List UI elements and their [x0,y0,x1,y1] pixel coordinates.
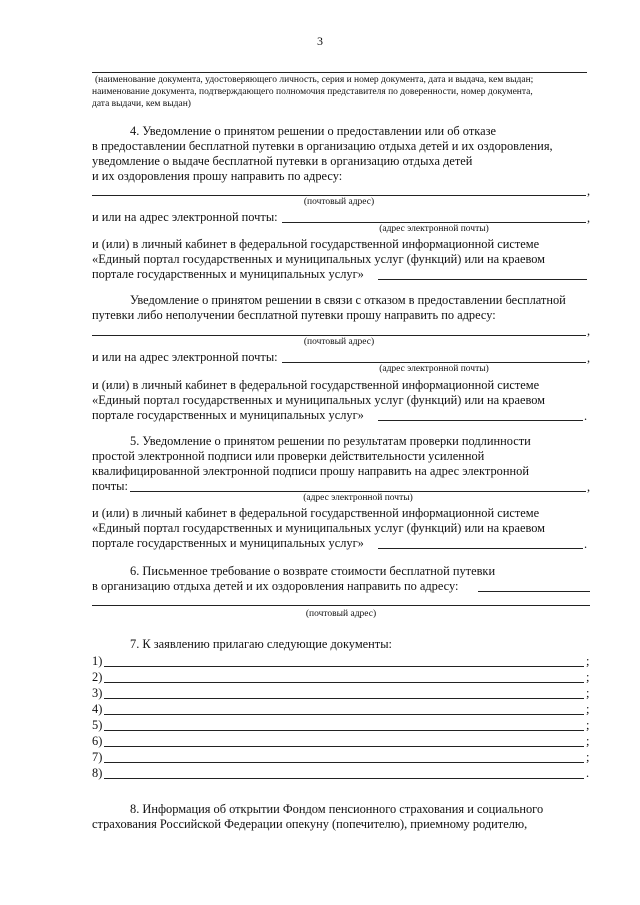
refusal-email-label: и или на адрес электронной почты: [92,350,278,364]
attachment-field-2[interactable] [104,670,584,683]
attachment-end: ; [586,702,590,716]
section5-cabinet-line-3: портале государственных и муниципальных услуг» [92,536,364,550]
refusal-email-caption: (адрес электронной почты) [379,364,489,374]
top-caption-line-3: дата выдачи, кем выдан) [92,99,191,109]
attachment-end: ; [586,670,590,684]
refusal-postal-address-field[interactable] [92,323,586,336]
section5-email-label: почты: [92,479,128,493]
comma-mark: , [587,211,591,225]
section5-line-3: квалифицированной электронной подписи прошу направить на адрес электронной [92,464,529,478]
comma-mark: , [587,184,591,198]
attachment-end: ; [586,734,590,748]
attachment-end: ; [586,718,590,732]
section4-postal-caption: (почтовый адрес) [303,197,375,207]
attachment-field-3[interactable] [104,686,584,699]
page-number: 3 [317,34,323,48]
attachment-number: 6) [92,734,103,748]
section4-email-field[interactable] [282,210,586,223]
attachment-end: . [586,766,590,780]
refusal-line-1: Уведомление о принятом решении в связи с отказом в предоставлении бесплатной [130,293,566,307]
period-mark: . [584,537,588,551]
comma-mark: , [587,480,591,494]
attachment-field-6[interactable] [104,734,584,747]
top-caption-line-2: наименование документа, подтверждающего полномочия представителя по доверенности, номер документа, [92,87,533,97]
section6-postal-caption: (почтовый адрес) [305,609,377,619]
section4-cabinet-line-2: «Единый портал государственных и муниципальных услуг (функций) или на краевом [92,252,546,266]
comma-mark: , [587,351,591,365]
section4-cabinet-line-3: портале государственных и муниципальных услуг» [92,267,364,281]
section5-cabinet-line-1: и (или) в личный кабинет в федеральной государственной информационной системе [92,506,540,520]
section4-line-3: уведомление о выдаче бесплатной путевки в организацию отдыха детей [92,154,473,168]
period-mark: . [584,409,588,423]
attachment-number: 5) [92,718,103,732]
attachment-end: ; [586,750,590,764]
section4-email-caption: (адрес электронной почты) [379,224,489,234]
section5-email-caption: (адрес электронной почты) [303,493,413,503]
section6-line-2: в организацию отдыха детей и их оздоровления направить по адресу: [92,579,459,593]
section7-heading: 7. К заявлению прилагаю следующие документы: [130,637,392,651]
attachment-field-1[interactable] [104,654,584,667]
attachment-number: 2) [92,670,103,684]
section8-line-1: 8. Информация об открытии Фондом пенсионного страхования и социального [130,802,544,816]
top-fill-line[interactable] [92,72,587,73]
attachment-end: ; [586,686,590,700]
section6-address-field-b[interactable] [92,593,590,606]
attachment-number: 7) [92,750,103,764]
section5-line-2: простой электронной подписи или проверки действительности усиленной [92,449,485,463]
section4-line-2: в предоставлении бесплатной путевки в организацию отдыха детей и их оздоровления, [92,139,553,153]
refusal-email-field[interactable] [282,350,586,363]
attachment-field-4[interactable] [104,702,584,715]
section8-line-2: страхования Российской Федерации опекуну (попечителю), приемному родителю, [92,817,528,831]
attachment-number: 1) [92,654,103,668]
refusal-cabinet-line-2: «Единый портал государственных и муниципальных услуг (функций) или на краевом [92,393,546,407]
section4-line-4: и их оздоровления прошу направить по адресу: [92,169,343,183]
attachment-number: 8) [92,766,103,780]
section6-line-1: 6. Письменное требование о возврате стоимости бесплатной путевки [130,564,496,578]
comma-mark: , [587,324,591,338]
refusal-cabinet-line-1: и (или) в личный кабинет в федеральной государственной информационной системе [92,378,540,392]
attachment-field-8[interactable] [104,766,584,779]
attachment-field-7[interactable] [104,750,584,763]
top-caption-line-1: (наименование документа, удостоверяющего личность, серия и номер документа, дата и выдача, кем выдан; [95,75,534,85]
refusal-line-2: путевки либо неполучении бесплатной путевки прошу направить по адресу: [92,308,496,322]
attachment-end: ; [586,654,590,668]
section4-cabinet-line-1: и (или) в личный кабинет в федеральной государственной информационной системе [92,237,540,251]
section4-cabinet-field[interactable] [378,267,587,280]
section5-cabinet-line-2: «Единый портал государственных и муниципальных услуг (функций) или на краевом [92,521,546,535]
section4-line-1: 4. Уведомление о принятом решении о предоставлении или об отказе [130,124,496,138]
attachment-field-5[interactable] [104,718,584,731]
section5-cabinet-field[interactable] [378,536,583,549]
attachment-number: 4) [92,702,103,716]
section5-line-1: 5. Уведомление о принятом решении по результатам проверки подлинности [130,434,531,448]
section4-postal-address-field[interactable] [92,183,586,196]
refusal-postal-caption: (почтовый адрес) [303,337,375,347]
refusal-cabinet-field[interactable] [378,408,583,421]
attachment-number: 3) [92,686,103,700]
section5-email-field[interactable] [130,479,586,492]
section6-address-field-a[interactable] [478,579,590,592]
refusal-cabinet-line-3: портале государственных и муниципальных услуг» [92,408,364,422]
section4-email-label: и или на адрес электронной почты: [92,210,278,224]
